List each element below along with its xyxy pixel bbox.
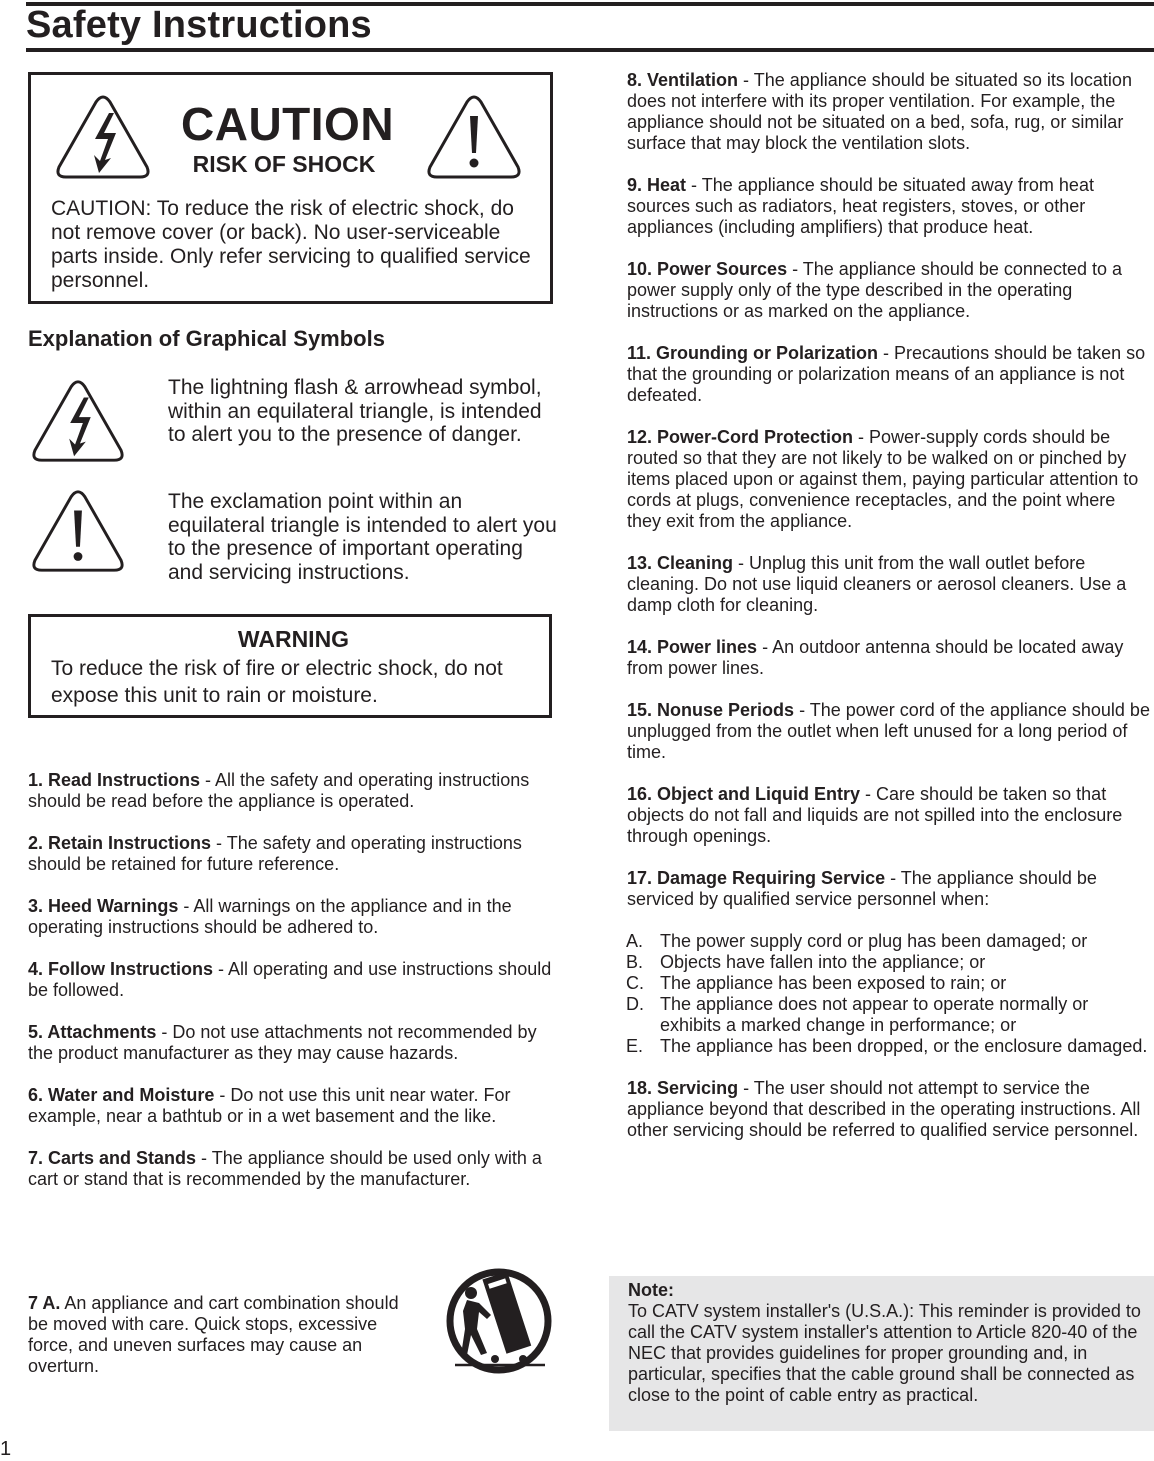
list-item	[626, 973, 1154, 994]
list-item	[626, 994, 1154, 1036]
list-item-text: The appliance has been dropped, or the enclosure damaged.	[660, 1036, 1148, 1056]
instruction-text: - The appliance should be connected to a power supply only of the type described in the operating instructions or as marked on the appliance.	[627, 259, 1122, 321]
instruction-item	[28, 1085, 553, 1127]
instruction-item	[28, 1148, 553, 1190]
list-item-text: The power supply cord or plug has been damaged; or	[660, 931, 1088, 951]
warning-box	[28, 614, 552, 718]
list-item-text: The appliance does not appear to operate normally or exhibits a marked change in performance; or	[660, 994, 1089, 1035]
exclamation-symbol-description: The exclamation point within an equilateral triangle is intended to alert you to the presence of important operating and servicing instructions.	[168, 490, 557, 584]
instruction-text: - The safety and operating instructions should be retained for future reference.	[28, 833, 522, 874]
instruction-text: - The appliance should be serviced by qualified service personnel when:	[627, 868, 1097, 909]
page-number: 1	[0, 1438, 12, 1460]
instruction-item	[627, 868, 1154, 910]
list-item-text: Objects have fallen into the appliance; or	[660, 952, 986, 972]
instruction-text: - All the safety and operating instructions should be read before the appliance is operated.	[28, 770, 530, 811]
right-instruction-list	[627, 70, 1154, 1162]
instruction-title: 11. Grounding or Polarization	[627, 343, 879, 363]
instruction-item	[627, 553, 1154, 616]
list-item	[626, 931, 1154, 952]
instruction-item	[28, 896, 553, 938]
instruction-item	[627, 700, 1154, 763]
symbols-heading: Explanation of Graphical Symbols	[28, 326, 385, 351]
list-marker: E.	[626, 1036, 644, 1056]
instruction-text: - Precautions should be taken so that the grounding or polarization means of an appliance is not defeated.	[627, 343, 1146, 405]
instruction-item	[28, 833, 553, 875]
lightning-triangle-icon	[30, 378, 126, 466]
risk-of-shock-label: RISK OF SHOCK	[192, 151, 376, 177]
instruction-text: - Do not use this unit near water. For example, near a bathtub or in a wet basement and the like.	[28, 1085, 511, 1126]
exclamation-triangle-icon	[30, 488, 126, 576]
instruction-item	[28, 959, 553, 1001]
lightning-warning-icon	[54, 95, 152, 181]
instruction-text: - All operating and use instructions should be followed.	[28, 959, 552, 1000]
list-marker: C.	[626, 973, 644, 993]
cart-tip-over-icon	[443, 1267, 555, 1379]
left-instruction-list	[28, 770, 553, 1211]
instruction-item	[28, 1022, 553, 1064]
instruction-title: 12. Power-Cord Protection	[627, 427, 854, 447]
instruction-title: 1. Read Instructions	[28, 770, 201, 790]
instruction-title: 15. Nonuse Periods	[627, 700, 795, 720]
instruction-text: - Do not use attachments not recommended by the product manufacturer as they may cause hazards.	[28, 1022, 537, 1063]
instruction-text: - Unplug this unit from the wall outlet before cleaning. Do not use liquid cleaners or aerosol cleaners. Use a damp cloth for cleaning.	[627, 553, 1127, 615]
note-box	[609, 1276, 1154, 1431]
caution-text: CAUTION: To reduce the risk of electric shock, do not remove cover (or back). No user-serviceable parts inside. Only refer servicing to qualified service personnel.	[51, 197, 531, 292]
instruction-item	[627, 427, 1154, 532]
instruction-item	[28, 770, 553, 812]
page-title: Safety Instructions	[26, 4, 372, 46]
instruction-item	[627, 637, 1154, 679]
instruction-text: - The appliance should be used only with a cart or stand that is recommended by the manufacturer.	[28, 1148, 542, 1189]
instruction-item	[627, 259, 1154, 322]
instruction-title: 10. Power Sources	[627, 259, 788, 279]
instruction-text: - All warnings on the appliance and in the operating instructions should be adhered to.	[28, 896, 512, 937]
title-rule	[26, 48, 1154, 52]
instruction-item-7a	[28, 1293, 423, 1377]
list-marker: A.	[626, 931, 644, 951]
instruction-title: 7. Carts and Stands	[28, 1148, 197, 1168]
instruction-text: - Power-supply cords should be routed so that they are not likely to be walked on or pinched by items placed upon or against them, paying particular attention to cords at plugs, convenience receptacles, and the point where they exit from the appliance.	[627, 427, 1139, 531]
instruction-title: 7 A.	[28, 1293, 61, 1313]
list-item	[626, 1036, 1154, 1057]
warning-heading: WARNING	[237, 626, 350, 652]
instruction-title: 18. Servicing	[627, 1078, 739, 1098]
list-marker: B.	[626, 952, 644, 972]
instruction-item	[627, 70, 1154, 154]
instruction-title: 4. Follow Instructions	[28, 959, 214, 979]
instruction-item	[627, 343, 1154, 406]
instruction-title: 2. Retain Instructions	[28, 833, 212, 853]
instruction-title: 13. Cleaning	[627, 553, 734, 573]
instruction-title: 16. Object and Liquid Entry	[627, 784, 861, 804]
instruction-title: 14. Power lines	[627, 637, 758, 657]
instruction-item	[627, 784, 1154, 847]
note-text: To CATV system installer's (U.S.A.): This reminder is provided to call the CATV system installer's attention to Article 820-40 of the NEC that provides guidelines for proper grounding and, in particular, specifies that the cable ground shall be connected as close to the point of cable entry as practical.	[628, 1301, 1141, 1405]
instruction-title: 3. Heed Warnings	[28, 896, 179, 916]
warning-text: To reduce the risk of fire or electric shock, do not expose this unit to rain or moisture.	[51, 657, 503, 707]
instruction-item	[627, 175, 1154, 238]
exclamation-warning-icon	[425, 95, 523, 181]
instruction-text: - Care should be taken so that objects do not fall and liquids are not spilled into the enclosure through openings.	[627, 784, 1123, 846]
instruction-title: 8. Ventilation	[627, 70, 739, 90]
instruction-text: - The appliance should be situated so its location does not interfere with its proper ventilation. For example, the appliance should not be situated on a bed, sofa, rug, or similar surface that may block the ventilation slots.	[627, 70, 1132, 153]
instruction-title: 5. Attachments	[28, 1022, 157, 1042]
list-marker: D.	[626, 994, 644, 1014]
instruction-text: - The power cord of the appliance should be unplugged from the outlet when left unused for a long period of time.	[627, 700, 1150, 762]
instruction-title: 6. Water and Moisture	[28, 1085, 215, 1105]
instruction-text: An appliance and cart combination should be moved with care. Quick stops, excessive force, and uneven surfaces may cause an overturn.	[28, 1293, 399, 1376]
lightning-symbol-description: The lightning flash & arrowhead symbol, within an equilateral triangle, is intended to alert you to the presence of danger.	[168, 376, 542, 446]
instruction-title: 9. Heat	[627, 175, 687, 195]
caution-box	[28, 72, 553, 304]
instruction-title: 17. Damage Requiring Service	[627, 868, 886, 888]
list-item	[626, 952, 1154, 973]
caution-heading: CAUTION	[181, 98, 395, 150]
note-content	[628, 1280, 1148, 1406]
note-heading: Note:	[628, 1280, 674, 1300]
instruction-text: - The appliance should be situated away from heat sources such as radiators, heat registers, stoves, or other appliances (including amplifiers) that produce heat.	[627, 175, 1094, 237]
instruction-item	[627, 1078, 1154, 1141]
instruction-text: - The user should not attempt to service the appliance beyond that described in the operating instructions. All other servicing should be referred to qualified service personnel.	[627, 1078, 1141, 1140]
list-item-text: The appliance has been exposed to rain; or	[660, 973, 1007, 993]
instruction-text: - An outdoor antenna should be located away from power lines.	[627, 637, 1124, 678]
damage-conditions-list	[626, 931, 1154, 1057]
